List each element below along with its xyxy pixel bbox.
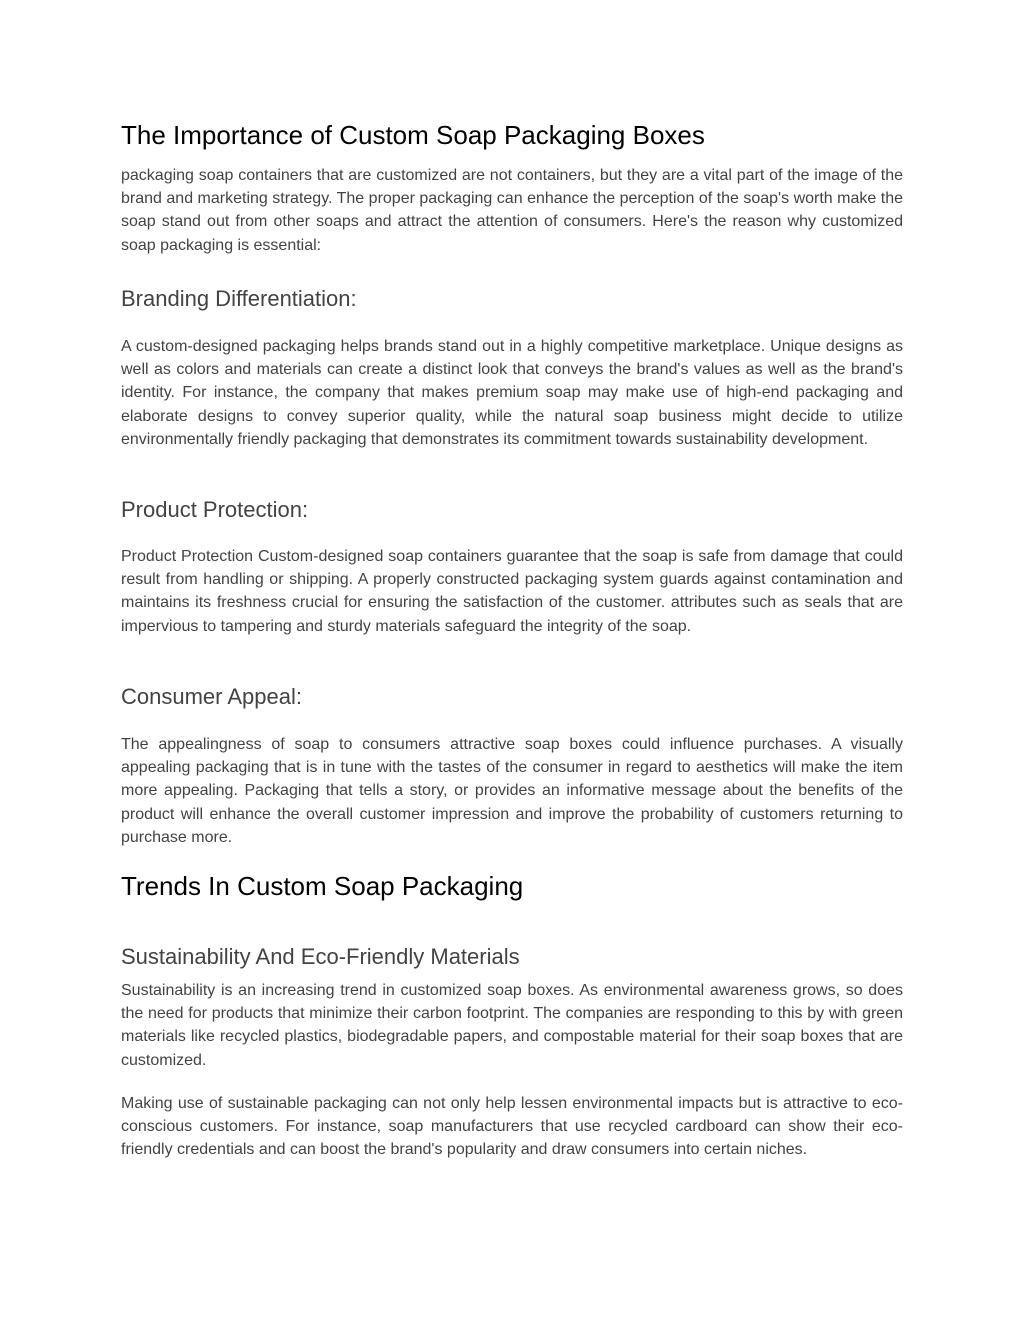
section-heading-protection: Product Protection: <box>121 497 309 522</box>
intro-paragraph: packaging soap containers that are customized are not containers, but they are a vital part of the image of the brand and marketing strategy. The proper packaging can enhance the perception of the soap's worth make the soap stand out from other soaps and attract the attention of consumers. Here's the reason why customized soap packaging is essential: <box>121 167 903 254</box>
trends-paragraph-2: Making use of sustainable packaging can not only help lessen environmental impacts but is attractive to eco-conscious customers. For instance, soap manufacturers that use recycled cardboard can show their eco-friendly credentials and can boost the brand's popularity and draw consumers into certain niches. <box>121 1095 903 1159</box>
page-title: The Importance of Custom Soap Packaging Boxes <box>121 120 705 150</box>
section-heading-appeal: Consumer Appeal: <box>121 684 302 709</box>
section-body-appeal: The appealingness of soap to consumers attractive soap boxes could influence purchases. A visually appealing packaging that is in tune with the tastes of the consumer in regard to aesthetics will make the item more appealing. Packaging that tells a story, or provides an informative message about the benefits of the product will enhance the overall customer impression and improve the probability of customers returning to purchase more. <box>121 736 903 846</box>
section-body-branding: A custom-designed packaging helps brands stand out in a highly competitive marketplace. Unique designs as well as colors and materials can create a distinct look that conveys the brand's values as well as the brand's identity. For instance, the company that makes premium soap may make use of high-end packaging and elaborate designs to convey superior quality, while the natural soap business might decide to utilize environmentally friendly packaging that demonstrates its commitment towards sustainability development. <box>121 338 903 448</box>
trends-paragraph-1: Sustainability is an increasing trend in customized soap boxes. As environmental awareness grows, so does the need for products that minimize their carbon footprint. The companies are responding to this by with green materials like recycled plastics, biodegradable papers, and compostable material for their soap boxes that are customized. <box>121 982 903 1069</box>
section-body-protection: Product Protection Custom-designed soap containers guarantee that the soap is safe from damage that could result from handling or shipping. A properly constructed packaging system guards against contamination and maintains its freshness crucial for ensuring the satisfaction of the customer. attributes such as seals that are impervious to tampering and sturdy materials safeguard the integrity of the soap. <box>121 548 903 635</box>
section-heading-branding: Branding Differentiation: <box>121 286 357 311</box>
trends-subheading: Sustainability And Eco-Friendly Materials <box>121 944 520 969</box>
trends-title: Trends In Custom Soap Packaging <box>121 871 524 901</box>
